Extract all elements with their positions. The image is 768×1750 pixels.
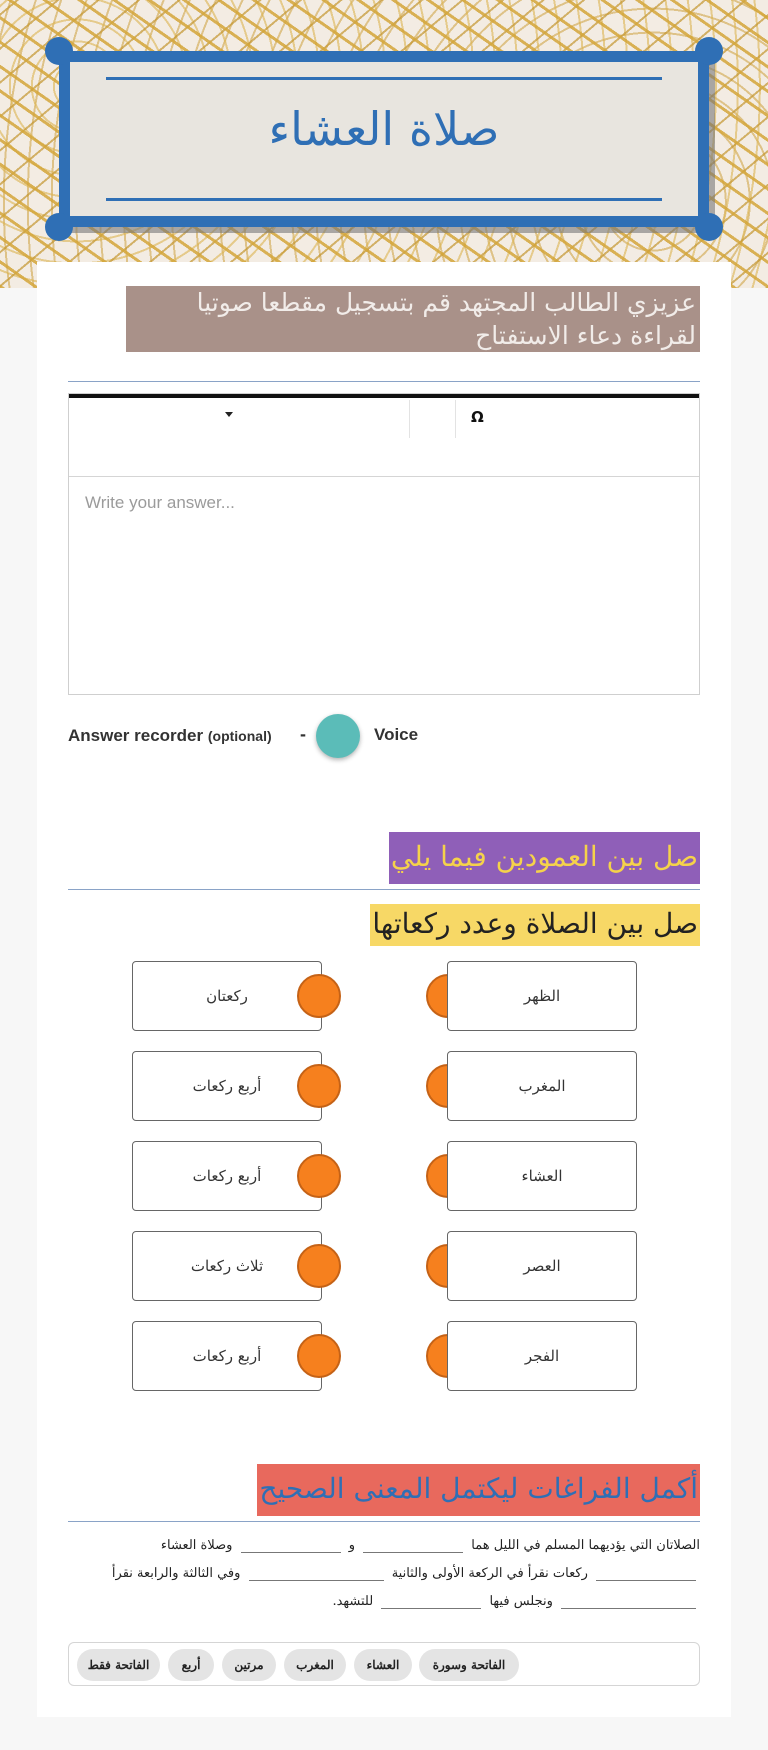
fill-text: وفي الثالثة والرابعة نقرأ bbox=[111, 1566, 241, 1581]
section-heading-fill: أكمل الفراغات ليكتمل المعنى الصحيح bbox=[257, 1464, 700, 1516]
match-connector-left[interactable] bbox=[297, 974, 341, 1018]
match-connector-left[interactable] bbox=[297, 1064, 341, 1108]
frame-corner bbox=[45, 37, 73, 65]
divider bbox=[68, 381, 700, 382]
fill-line bbox=[68, 1532, 700, 1560]
recorder-label-text: Answer recorder bbox=[68, 726, 204, 745]
fill-blank[interactable] bbox=[363, 1539, 463, 1553]
match-connector-left[interactable] bbox=[297, 1154, 341, 1198]
fill-text: وصلاة العشاء bbox=[160, 1538, 233, 1553]
match-option-right: العشاء bbox=[447, 1141, 637, 1211]
match-option-right: الفجر bbox=[447, 1321, 637, 1391]
title-frame bbox=[59, 51, 709, 227]
match-option-left: أربع ركعات bbox=[132, 1141, 322, 1211]
match-option-right: المغرب bbox=[447, 1051, 637, 1121]
answer-recorder bbox=[68, 712, 568, 760]
fill-text: ركعات نقرأ في الركعة الأولى والثانية bbox=[391, 1566, 588, 1581]
frame-corner bbox=[695, 213, 723, 241]
match-option-left: ثلاث ركعات bbox=[132, 1231, 322, 1301]
word-chip[interactable]: المغرب bbox=[284, 1649, 346, 1681]
editor-toolbar bbox=[69, 398, 699, 477]
fill-line bbox=[68, 1560, 700, 1588]
section-heading-match: صل بين العمودين فيما يلي bbox=[389, 832, 700, 884]
frame-corner bbox=[45, 213, 73, 241]
divider bbox=[68, 889, 700, 890]
title-panel bbox=[70, 62, 698, 216]
match-option-left: أربع ركعات bbox=[132, 1321, 322, 1391]
recorder-label bbox=[68, 726, 272, 746]
caret-down-icon bbox=[225, 412, 233, 417]
fill-text: ونجلس فيها bbox=[489, 1594, 553, 1609]
frame-corner bbox=[695, 37, 723, 65]
word-bank bbox=[68, 1642, 700, 1686]
header-banner bbox=[0, 0, 768, 288]
fill-blank[interactable] bbox=[561, 1595, 696, 1609]
divider bbox=[68, 1521, 700, 1522]
record-button[interactable] bbox=[316, 714, 360, 758]
match-option-left: ركعتان bbox=[132, 961, 322, 1031]
match-subheading: صل بين الصلاة وعدد ركعاتها bbox=[370, 904, 700, 946]
question-prompt: عزيزي الطالب المجتهد قم بتسجيل مقطعا صوتيا لقراءة دعاء الاستفتاح bbox=[126, 286, 700, 352]
answer-textarea[interactable]: Write your answer... bbox=[85, 493, 235, 512]
fill-text: الصلاتان التي يؤديهما المسلم في الليل هما bbox=[471, 1538, 700, 1553]
word-chip[interactable]: الفاتحة وسورة bbox=[419, 1649, 519, 1681]
page-title: صلاة العشاء bbox=[268, 102, 500, 156]
match-option-right: العصر bbox=[447, 1231, 637, 1301]
fill-blank[interactable] bbox=[596, 1567, 696, 1581]
title-rule bbox=[106, 198, 662, 201]
match-connector-left[interactable] bbox=[297, 1334, 341, 1378]
word-chip[interactable]: مرتين bbox=[222, 1649, 276, 1681]
word-chip[interactable]: أربع bbox=[168, 1649, 214, 1681]
match-option-left: أربع ركعات bbox=[132, 1051, 322, 1121]
fill-text: و bbox=[348, 1538, 355, 1553]
voice-label: Voice bbox=[374, 725, 419, 744]
special-character-button[interactable]: Ω bbox=[471, 408, 484, 426]
recorder-dash: - bbox=[300, 724, 306, 744]
fill-blank[interactable] bbox=[249, 1567, 384, 1581]
fill-blank[interactable] bbox=[241, 1539, 341, 1553]
format-dropdown[interactable] bbox=[69, 398, 409, 438]
word-chip[interactable]: العشاء bbox=[354, 1649, 412, 1681]
title-rule bbox=[106, 77, 662, 80]
fill-in-paragraph bbox=[68, 1532, 700, 1616]
word-chip[interactable]: الفاتحة فقط bbox=[77, 1649, 160, 1681]
match-connector-left[interactable] bbox=[297, 1244, 341, 1288]
recorder-optional: (optional) bbox=[207, 728, 272, 744]
answer-editor bbox=[68, 393, 700, 695]
fill-line bbox=[68, 1588, 700, 1616]
match-option-right: الظهر bbox=[447, 961, 637, 1031]
toolbar-separator bbox=[409, 400, 410, 438]
fill-blank[interactable] bbox=[381, 1595, 481, 1609]
toolbar-separator bbox=[455, 400, 456, 438]
fill-text: للتشهد. bbox=[332, 1594, 374, 1609]
